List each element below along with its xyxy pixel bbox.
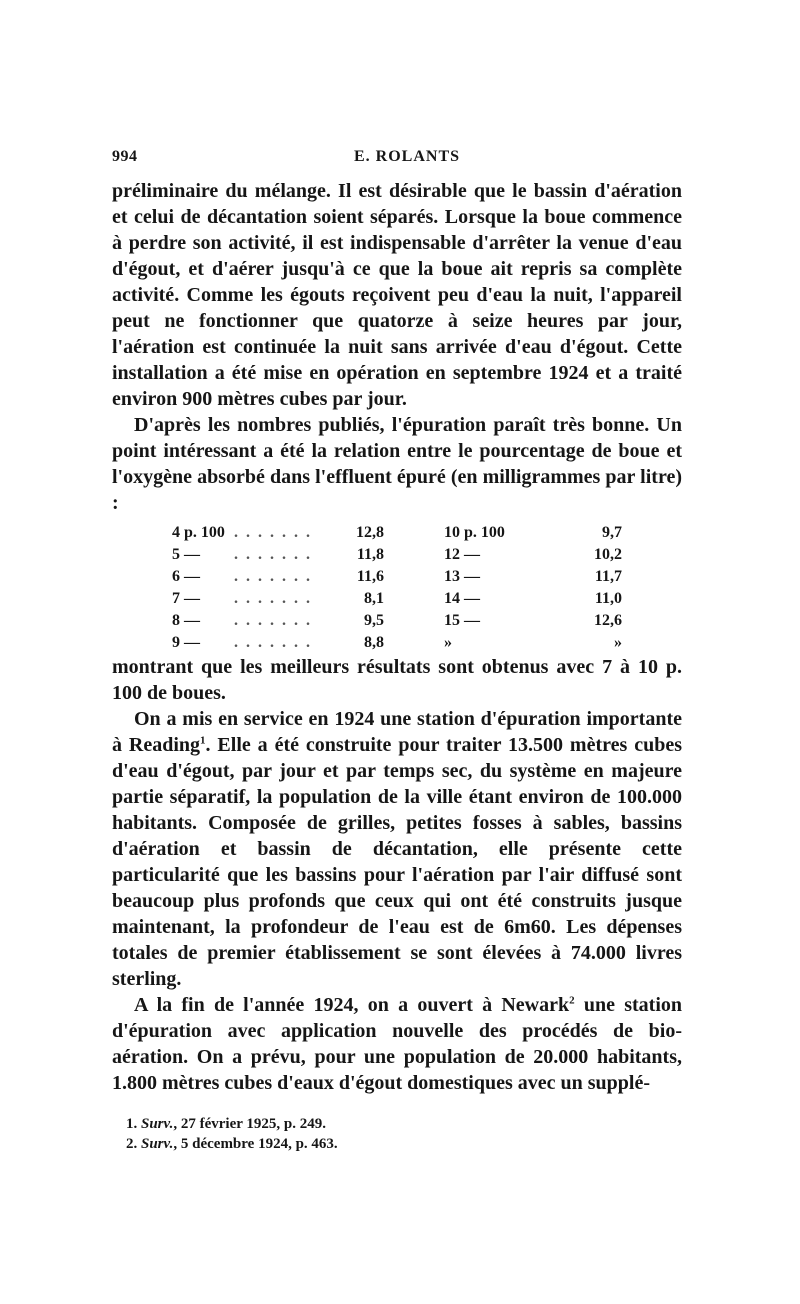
left-percentage: 6 — <box>172 568 200 585</box>
footnote-number: 2. <box>126 1136 138 1152</box>
paragraph-3: montrant que les meilleurs résultats sont obtenus avec 7 à 10 p. 100 de boues. <box>112 656 682 704</box>
right-value: 12,6 <box>594 612 622 629</box>
paragraph-5 <box>112 992 682 1096</box>
left-value: 12,8 <box>356 524 384 541</box>
left-value: 9,5 <box>364 612 384 629</box>
leader-dots: . . . . . . . <box>234 590 312 607</box>
left-value: 8,8 <box>364 634 384 651</box>
right-percentage: » <box>444 634 452 651</box>
footnote-1 <box>112 1114 682 1134</box>
left-percentage: 9 — <box>172 634 200 651</box>
body-text-lower <box>112 654 682 1096</box>
table-row <box>172 544 642 566</box>
left-percentage: 5 — <box>172 546 200 563</box>
leader-dots: . . . . . . . <box>234 546 312 563</box>
right-value: 9,7 <box>602 524 622 541</box>
right-value: 10,2 <box>594 546 622 563</box>
right-percentage: 12 — <box>444 546 480 563</box>
right-percentage: 13 — <box>444 568 480 585</box>
paragraph-4 <box>112 706 682 992</box>
footnote-source: Surv. <box>141 1136 174 1152</box>
left-value: 8,1 <box>364 590 384 607</box>
footnote-ref-2: 2 <box>569 994 575 1007</box>
left-value: 11,6 <box>356 568 384 585</box>
paragraph-4-text-a: On a mis en service en 1924 une station d'épuration importante à Reading <box>112 708 682 756</box>
left-percentage: 4 p. 100 <box>172 524 225 541</box>
leader-dots: . . . . . . . <box>234 524 312 541</box>
page-number: 994 <box>112 148 138 165</box>
paragraph-1: préliminaire du mélange. Il est désirable que le bassin d'aération et celui de décantation soient séparés. Lorsque la boue commence à perdre son activité, il est indispensable d'arrêter la venue d'eau d'égout, et d'aérer jusqu'à ce que la boue ait repris sa complète activité. Comme les égouts reçoivent peu d'eau la nuit, l'appareil peut ne fonctionner que quatorze à seize heures par jour, l'aération est continuée la nuit sans arrivée d'eau d'égout. Cette installation a été mise en opération en septembre 1924 et a traité environ 900 mètres cubes par jour. <box>112 180 682 410</box>
table-row <box>172 632 642 654</box>
right-percentage: 10 p. 100 <box>444 524 505 541</box>
table-row <box>172 588 642 610</box>
left-percentage: 7 — <box>172 590 200 607</box>
leader-dots: . . . . . . . <box>234 612 312 629</box>
paragraph-5-text-a: A la fin de l'année 1924, on a ouvert à Newark <box>134 994 570 1016</box>
sludge-oxygen-table <box>172 522 642 654</box>
footnote-number: 1. <box>126 1116 138 1132</box>
footnote-details: , 27 février 1925, p. 249. <box>173 1116 326 1132</box>
footnote-details: , 5 décembre 1924, p. 463. <box>173 1136 338 1152</box>
footnote-2 <box>112 1134 682 1154</box>
paragraph-5-text-b: une station d'épuration avec application nouvelle des procédés de bio-aération. On a prévu, pour une population de 20.000 habitants, 1.800 mètres cubes d'eaux d'égout domestiques avec un supplé- <box>112 994 682 1094</box>
leader-dots: . . . . . . . <box>234 568 312 585</box>
body-text-upper <box>112 178 682 516</box>
left-percentage: 8 — <box>172 612 200 629</box>
running-head-author: E. ROLANTS <box>353 148 461 165</box>
left-value: 11,8 <box>356 546 384 563</box>
running-head <box>112 148 682 172</box>
right-percentage: 15 — <box>444 612 480 629</box>
footnote-source: Surv. <box>141 1116 174 1132</box>
footnotes <box>112 1114 682 1154</box>
table-row <box>172 610 642 632</box>
table-row <box>172 522 642 544</box>
table-row <box>172 566 642 588</box>
leader-dots: . . . . . . . <box>234 634 312 651</box>
right-value: 11,0 <box>594 590 622 607</box>
footnote-ref-1: 1 <box>200 734 206 747</box>
right-percentage: 14 — <box>444 590 480 607</box>
right-value: 11,7 <box>594 568 622 585</box>
paragraph-4-text-b: . Elle a été construite pour traiter 13.500 mètres cubes d'eau d'égout, par jour et par temps sec, du système en majeure partie séparatif, la population de la ville étant environ de 100.000 habitants. Composée de grilles, petites fosses à sables, bassins d'aération et bassin de décantation, elle présente cette particularité que les bassins pour l'aération par l'air diffusé sont beaucoup plus profonds que ceux qui ont été construits jusque maintenant, la profondeur de l'eau est de 6m60. Les dépenses totales de premier établissement se sont élevées à 74.000 livres sterling. <box>112 734 682 990</box>
paragraph-2: D'après les nombres publiés, l'épuration paraît très bonne. Un point intéressant a été la relation entre le pourcentage de boue et l'oxygène absorbé dans l'effluent épuré (en milligrammes par litre) : <box>112 414 682 514</box>
right-value: » <box>614 634 622 651</box>
